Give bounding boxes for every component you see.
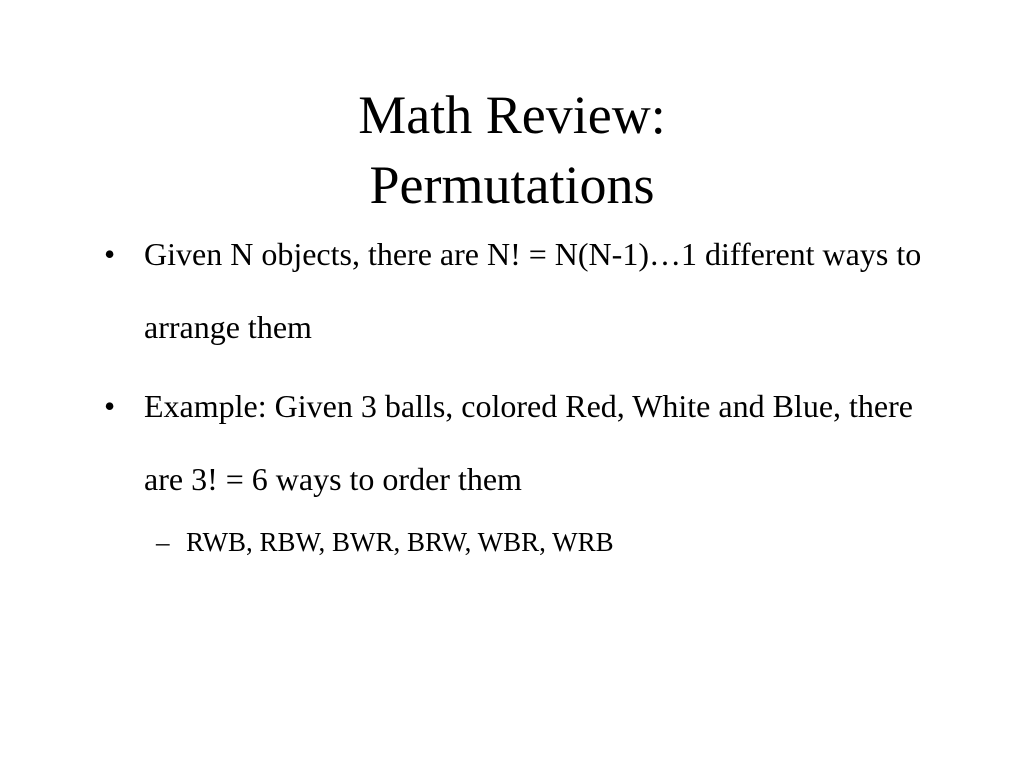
title-line-1: Math Review: [358, 85, 666, 145]
bullet-item [100, 218, 940, 364]
title-line-2: Permutations [369, 155, 655, 215]
sub-bullet-text: RWB, RBW, BWR, BRW, WBR, WRB [186, 527, 614, 557]
bullet-item [100, 370, 940, 516]
slide-body [100, 218, 940, 562]
sub-bullet-marker: – [156, 527, 170, 557]
sub-bullet-item [100, 522, 940, 562]
bullet-marker: • [104, 236, 116, 272]
bullet-text: Given N objects, there are N! = N(N-1)…1 different ways to arrange them [144, 236, 922, 345]
bullet-marker: • [104, 388, 116, 424]
bullet-text: Example: Given 3 balls, colored Red, White and Blue, there are 3! = 6 ways to order them [144, 388, 913, 497]
slide-title [0, 80, 1024, 220]
